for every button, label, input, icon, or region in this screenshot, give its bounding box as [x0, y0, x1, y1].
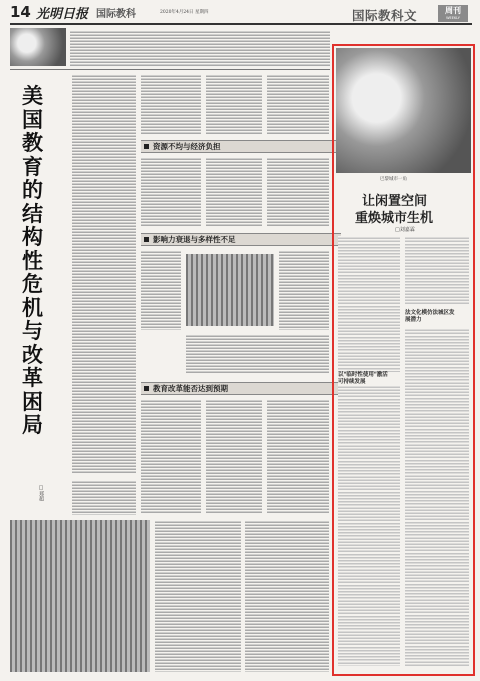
campus-photo [10, 520, 150, 672]
right-subhead-2-line1: 以"临时性使用"激活 [338, 372, 388, 378]
left-article-title: 美国教育的结构性危机与改革困局 [22, 83, 43, 437]
page-header [0, 0, 480, 26]
weekly-badge-en: WEEKLY [446, 16, 460, 20]
section-label: 国际教科 [96, 9, 136, 20]
body-column-13 [206, 399, 262, 514]
header-rule [10, 23, 472, 25]
paris-photo [336, 48, 471, 173]
body-column-16 [245, 520, 329, 672]
right-article-title-line2: 重焕城市生机 [355, 211, 434, 226]
right-subhead-1-line1: 法文化模仿法城区发 [405, 310, 455, 316]
header-meta: 2020年4月24日 星期四 [160, 10, 209, 15]
weekly-badge [438, 5, 468, 22]
intro-rule [10, 69, 330, 70]
body-column-7 [267, 157, 329, 227]
right-subhead-1 [405, 310, 469, 324]
body-column-4 [267, 74, 329, 134]
intro-paragraph [70, 30, 330, 66]
body-column-15 [155, 520, 241, 672]
subhead-3: 教育改革能否达到预期 [141, 382, 341, 395]
body-column-2 [141, 74, 201, 134]
paris-photo-caption: 巴黎城市一角 [380, 177, 407, 182]
right-subhead-2 [338, 372, 400, 386]
library-photo [186, 254, 274, 326]
left-article-author: □郑超 [38, 485, 44, 501]
weekly-badge-text: 周刊 [445, 5, 461, 15]
page-number: 14 [10, 3, 31, 21]
body-column-10 [186, 334, 329, 374]
right-article-title-line1: 让闲置空间 [362, 194, 428, 209]
masthead: 光明日报 [36, 7, 89, 22]
right-article-author: □刘嘉霖 [395, 227, 415, 233]
body-column-11 [72, 480, 136, 515]
body-column-14 [267, 399, 329, 514]
right-subhead-2-line2: 可持续发展 [338, 379, 366, 385]
subhead-2: 影响力衰退与多样性不足 [141, 233, 341, 246]
right-column-b [405, 328, 469, 666]
body-column-6 [206, 157, 262, 227]
subhead-1: 资源不均与经济负担 [141, 140, 341, 153]
right-column-b-top [405, 236, 469, 306]
books-illustration [10, 28, 66, 66]
right-section-label: 国际教科文 [352, 8, 418, 23]
body-column-9 [279, 250, 329, 330]
body-column-12 [141, 399, 201, 514]
body-column-1 [72, 74, 136, 474]
right-subhead-1-line2: 展潜力 [405, 317, 422, 323]
right-column-a [338, 236, 400, 666]
body-column-3 [206, 74, 262, 134]
body-column-8 [141, 250, 181, 330]
body-column-5 [141, 157, 201, 227]
